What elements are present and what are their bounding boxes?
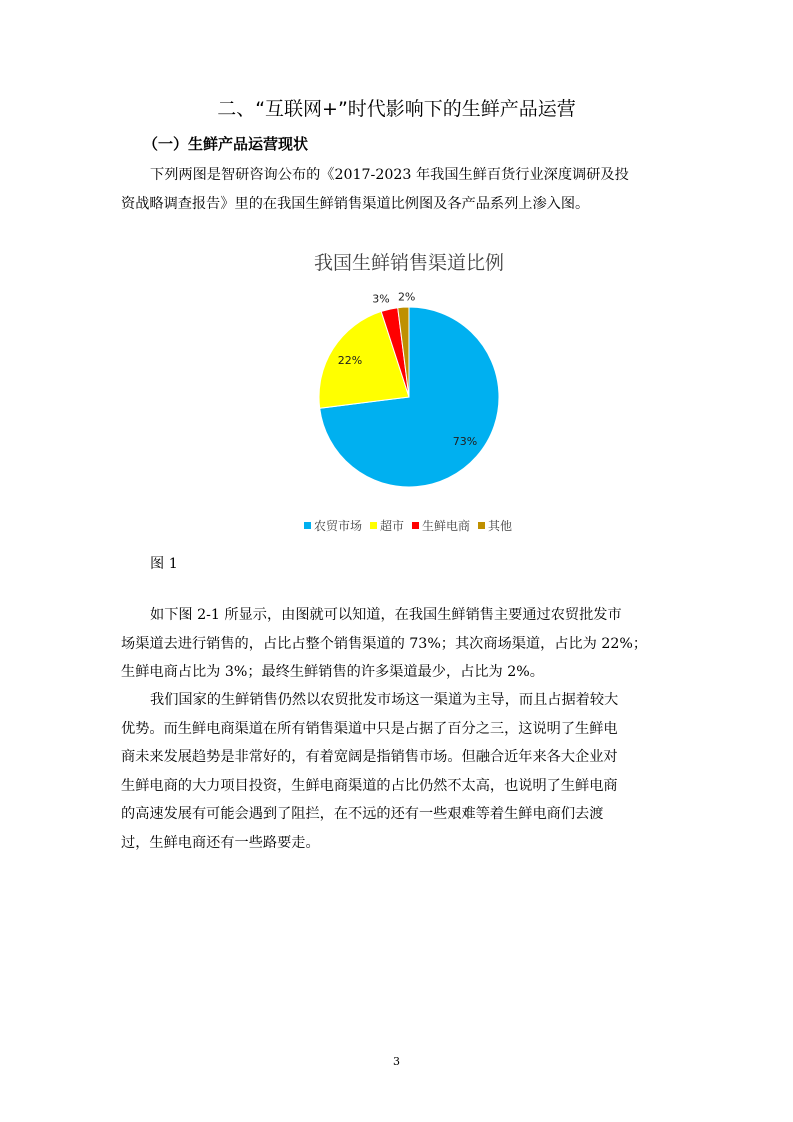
figure-caption: 图 1 bbox=[150, 556, 178, 572]
conclusion-line-6: 过，生鲜电商还有一些路要走。 bbox=[121, 834, 320, 851]
legend-swatch bbox=[304, 522, 311, 529]
conclusion-line-2: 优势。而生鲜电商渠道在所有销售渠道中只是占据了百分之三，这说明了生鲜电 bbox=[121, 720, 618, 737]
conclusion-paragraph bbox=[121, 686, 681, 857]
legend-label: 农贸市场 bbox=[314, 519, 363, 533]
analysis-paragraph bbox=[121, 601, 681, 687]
chart-legend bbox=[304, 517, 512, 534]
legend-label: 生鲜电商 bbox=[422, 519, 471, 533]
chart-title: 我国生鲜销售渠道比例 bbox=[313, 252, 504, 274]
legend-item-market bbox=[304, 517, 362, 534]
legend-label: 超市 bbox=[380, 519, 405, 533]
legend-item-ecommerce bbox=[412, 517, 470, 534]
pie-data-label-3: 3% bbox=[372, 292, 390, 306]
legend-swatch bbox=[370, 522, 377, 529]
conclusion-line-4: 生鲜电商的大力项目投资，生鲜电商渠道的占比仍然不太高，也说明了生鲜电商 bbox=[121, 777, 618, 794]
legend-swatch bbox=[412, 522, 419, 529]
analysis-line-3: 生鲜电商占比为 3%；最终生鲜销售的许多渠道最少，占比为 2%。 bbox=[121, 664, 544, 680]
intro-line-1: 下列两图是智研咨询公布的《2017-2023 年我国生鲜百货行业深度调研及投 bbox=[150, 167, 629, 183]
legend-item-supermarket bbox=[370, 517, 404, 534]
pie-data-label-2: 22% bbox=[337, 354, 363, 367]
subsection-heading: （一）生鲜产品运营现状 bbox=[143, 135, 309, 153]
intro-paragraph bbox=[121, 161, 681, 218]
analysis-line-1: 如下图 2-1 所显示，由图就可以知道，在我国生鲜销售主要通过农贸批发市 bbox=[150, 607, 622, 623]
conclusion-line-3: 商未来发展趋势是非常好的，有着宽阔是指销售市场。但融合近年来各大企业对 bbox=[121, 749, 618, 765]
pie-data-label-4: 2% bbox=[397, 290, 416, 304]
pie-data-label-1: 73% bbox=[452, 435, 478, 448]
analysis-line-2: 场渠道去进行销售的，占比占整个销售渠道的 73%；其次商场渠道，占比为 22%； bbox=[121, 635, 648, 652]
pie-chart bbox=[0, 240, 793, 510]
conclusion-line-1: 我们国家的生鲜销售仍然以农贸批发市场这一渠道为主导，而且占据着较大 bbox=[150, 692, 619, 708]
intro-line-2: 资战略调查报告》里的在我国生鲜销售渠道比例图及各产品系列上渗入图。 bbox=[121, 195, 590, 212]
legend-item-other bbox=[478, 517, 512, 534]
conclusion-line-5: 的高速发展有可能会遇到了阻拦，在不远的还有一些艰难等着生鲜电商们去渡 bbox=[121, 806, 604, 822]
legend-swatch bbox=[478, 522, 485, 529]
page-number: 3 bbox=[393, 1055, 400, 1068]
legend-label: 其他 bbox=[488, 519, 513, 533]
section-heading: 二、“互联网+”时代影响下的生鲜产品运营 bbox=[217, 98, 576, 120]
